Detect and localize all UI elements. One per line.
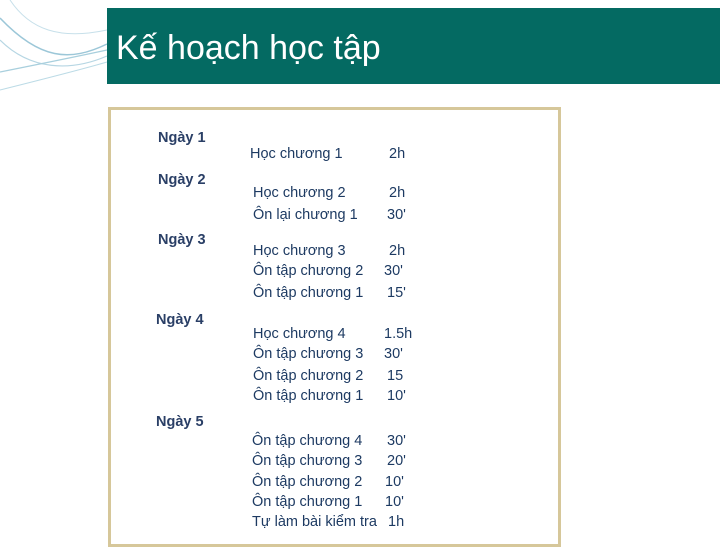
day-label: Ngày 5 bbox=[156, 414, 204, 430]
task-name: Học chương 2 bbox=[253, 185, 346, 201]
task-name: Ôn lại chương 1 bbox=[253, 207, 358, 223]
task-name: Học chương 4 bbox=[253, 326, 346, 342]
task-name: Ôn tập chương 2 bbox=[252, 474, 363, 490]
task-time: 2h bbox=[389, 243, 406, 259]
study-plan-box bbox=[108, 107, 561, 547]
task-time: 20' bbox=[387, 453, 406, 469]
day-label: Ngày 2 bbox=[158, 172, 206, 188]
task-time: 30' bbox=[384, 263, 403, 279]
task-time: 30' bbox=[387, 433, 406, 449]
day-label: Ngày 4 bbox=[156, 312, 204, 328]
task-name: Ôn tập chương 1 bbox=[252, 494, 363, 510]
task-name: Học chương 1 bbox=[250, 146, 343, 162]
day-label: Ngày 3 bbox=[158, 232, 206, 248]
slide-title: Kế hoạch học tập bbox=[116, 29, 381, 67]
task-time: 1h bbox=[388, 514, 405, 530]
task-name: Ôn tập chương 3 bbox=[252, 453, 363, 469]
task-time: 10' bbox=[385, 474, 404, 490]
title-bar bbox=[107, 8, 720, 84]
task-name: Ôn tập chương 3 bbox=[253, 346, 364, 362]
task-name: Ôn tập chương 1 bbox=[253, 285, 364, 301]
task-name: Học chương 3 bbox=[253, 243, 346, 259]
task-time: 10' bbox=[385, 494, 404, 510]
task-time: 15 bbox=[387, 368, 404, 384]
task-name: Ôn tập chương 1 bbox=[253, 388, 364, 404]
task-time: 30' bbox=[387, 207, 406, 223]
task-time: 2h bbox=[389, 185, 406, 201]
task-name: Ôn tập chương 2 bbox=[253, 263, 364, 279]
task-name: Ôn tập chương 4 bbox=[252, 433, 363, 449]
task-time: 2h bbox=[389, 146, 406, 162]
task-time: 1.5h bbox=[384, 326, 413, 342]
task-time: 15' bbox=[387, 285, 406, 301]
task-time: 30' bbox=[384, 346, 403, 362]
day-label: Ngày 1 bbox=[158, 130, 206, 146]
task-name: Ôn tập chương 2 bbox=[253, 368, 364, 384]
task-name: Tự làm bài kiểm tra bbox=[252, 514, 377, 530]
task-time: 10' bbox=[387, 388, 406, 404]
